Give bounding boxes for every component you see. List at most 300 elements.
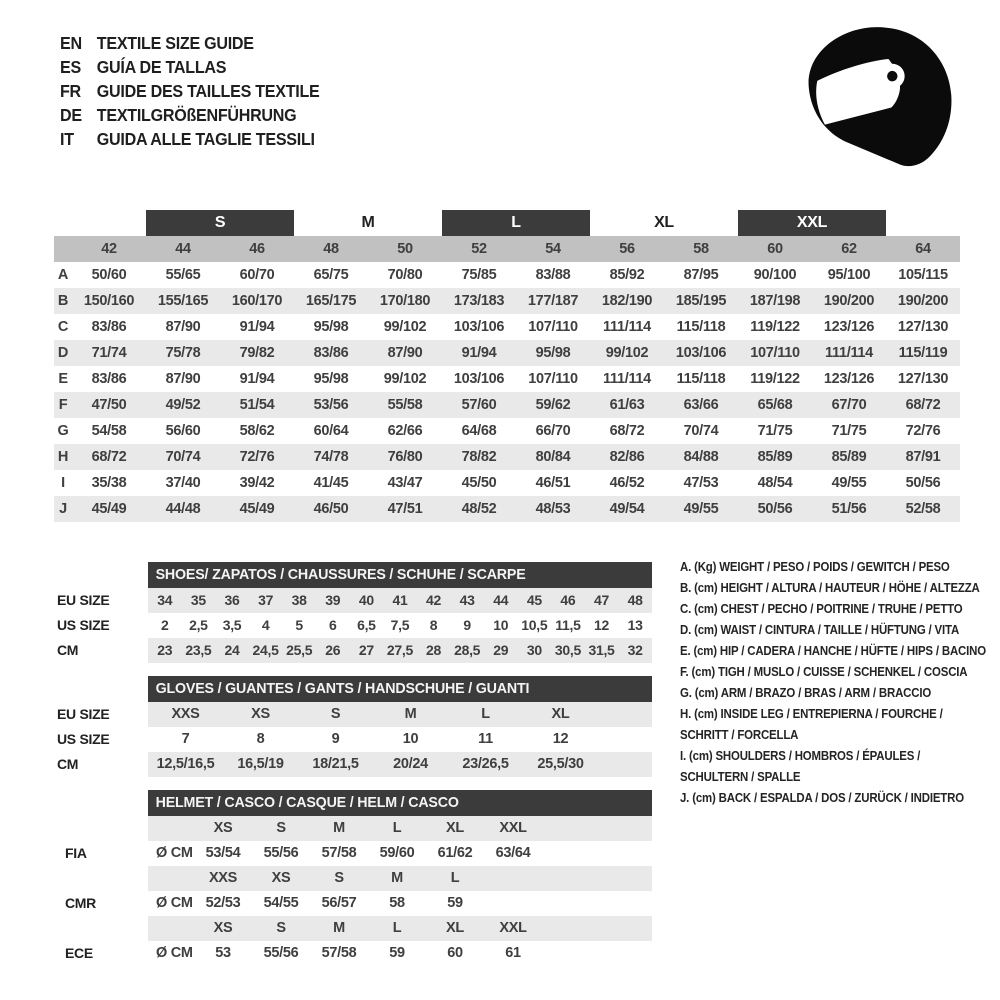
- row-label: I: [61, 475, 65, 491]
- size-cell: 53: [215, 945, 231, 961]
- size-value: 60/70: [239, 267, 275, 283]
- language-title-block: [60, 31, 342, 151]
- size-cell: 25,5/30: [537, 756, 584, 772]
- size-value: 49/55: [831, 475, 867, 491]
- side-label: [55, 816, 148, 841]
- size-cell: 8: [429, 617, 438, 633]
- measure-row-a: [54, 262, 960, 288]
- size-value: 177/187: [527, 293, 579, 309]
- size-value: 50/56: [757, 501, 793, 517]
- size-value: 160/170: [231, 293, 283, 309]
- size-cell: 23: [157, 642, 173, 658]
- size-cell: 37: [258, 592, 274, 608]
- size-column-header: 60: [767, 241, 783, 257]
- side-label: CMR: [65, 895, 96, 911]
- size-value: 44/48: [165, 501, 201, 517]
- row-label: B: [57, 293, 69, 309]
- size-value: 103/106: [675, 345, 727, 361]
- size-value: 46/50: [313, 501, 349, 517]
- size-cell: 55/56: [263, 845, 299, 861]
- size-value: 115/118: [676, 371, 726, 387]
- size-cell: 60: [447, 945, 463, 961]
- size-cell: M: [404, 706, 417, 722]
- row-body: [148, 702, 652, 727]
- size-group-xl: XL: [654, 214, 674, 231]
- size-value: 54/58: [91, 423, 127, 439]
- size-cell: 44: [493, 592, 509, 608]
- size-value: 65/68: [757, 397, 793, 413]
- size-value: 55/58: [387, 397, 423, 413]
- size-cell: XS: [213, 920, 233, 936]
- size-cell: S: [276, 820, 286, 836]
- helmet-table-rows: [55, 816, 652, 966]
- corner-cell: [54, 236, 72, 262]
- language-label: TEXTILE SIZE GUIDE: [96, 33, 254, 53]
- size-value: 68/72: [905, 397, 941, 413]
- size-value: 150/160: [83, 293, 135, 309]
- helmet-table-title: HELMET / CASCO / CASQUE / HELM / CASCO: [155, 794, 459, 811]
- size-cell: M: [391, 870, 403, 886]
- size-cell: XS: [213, 820, 233, 836]
- size-cell: 46: [560, 592, 576, 608]
- language-label: TEXTILGRÖßENFÜHRUNG: [96, 105, 297, 125]
- table-row-eu-size: [55, 702, 652, 727]
- size-value: 78/82: [461, 449, 497, 465]
- size-group-row: [54, 210, 960, 236]
- size-cell: XXS: [171, 706, 200, 722]
- size-cell: 53/54: [205, 845, 241, 861]
- row-label: D: [57, 345, 69, 361]
- size-group-m: M: [361, 214, 375, 231]
- shoes-table-title: SHOES/ ZAPATOS / CHAUSSURES / SCHUHE / SCARPE: [155, 566, 526, 583]
- size-cell: 8: [256, 731, 265, 747]
- size-value: 83/86: [91, 371, 127, 387]
- size-cell: S: [276, 920, 286, 936]
- size-value: 107/110: [528, 319, 578, 335]
- table-row-sizes: [55, 866, 652, 891]
- size-value: 90/100: [753, 267, 797, 283]
- size-cell: 20/24: [393, 756, 428, 772]
- size-value: 111/114: [603, 319, 651, 335]
- size-value: 35/38: [91, 475, 127, 491]
- size-value: 75/78: [165, 345, 201, 361]
- size-value: 65/75: [313, 267, 349, 283]
- size-group-l: L: [442, 210, 590, 236]
- language-code: DE: [60, 105, 82, 125]
- size-cell: 57/58: [321, 945, 357, 961]
- size-cell: M: [333, 920, 345, 936]
- size-cell: 5: [295, 617, 303, 633]
- size-value: 155/165: [157, 293, 209, 309]
- size-cell: 23/26,5: [462, 756, 509, 772]
- size-value: 107/110: [528, 371, 578, 387]
- size-cell: 25,5: [286, 642, 313, 658]
- size-cell: L: [392, 920, 402, 936]
- size-value: 99/102: [383, 319, 427, 335]
- row-body: [148, 588, 652, 613]
- row-label: G: [57, 423, 69, 439]
- size-group-s: S: [146, 210, 294, 236]
- table-row-sizes: [55, 816, 652, 841]
- size-value: 87/90: [165, 371, 201, 387]
- size-value: 64/68: [461, 423, 497, 439]
- size-cell: L: [392, 820, 402, 836]
- size-value: 76/80: [387, 449, 423, 465]
- size-value: 53/56: [313, 397, 349, 413]
- size-cell: 54/55: [263, 895, 299, 911]
- size-value: 45/49: [91, 501, 127, 517]
- size-value: 71/75: [831, 423, 867, 439]
- size-value: 82/86: [609, 449, 645, 465]
- legend-item-i-cont: SCHULTERN / SPALLE: [680, 769, 801, 784]
- size-cell: 34: [157, 592, 173, 608]
- size-cell: 3,5: [222, 617, 242, 633]
- diameter-cell: Ø CM: [156, 895, 193, 911]
- size-value: 182/190: [601, 293, 653, 309]
- size-value: 115/119: [898, 345, 948, 361]
- size-value: 74/78: [313, 449, 349, 465]
- size-cell: 52/53: [205, 895, 241, 911]
- size-value: 75/85: [461, 267, 497, 283]
- size-value: 68/72: [91, 449, 127, 465]
- size-value: 187/198: [749, 293, 801, 309]
- size-cell: 4: [261, 617, 270, 633]
- size-column-header: 64: [915, 241, 931, 257]
- size-cell: 58: [389, 895, 405, 911]
- size-value: 59/62: [535, 397, 571, 413]
- size-value: 70/74: [165, 449, 201, 465]
- legend-item-f: F. (cm) TIGH / MUSLO / CUISSE / SCHENKEL / COSCIA: [680, 664, 968, 679]
- legend-item-e: E. (cm) HIP / CADERA / HANCHE / HÜFTE / HIPS / BACINO: [680, 643, 986, 658]
- language-label: GUIDE DES TAILLES TEXTILE: [96, 81, 320, 101]
- size-value: 85/89: [757, 449, 793, 465]
- size-value: 119/122: [750, 319, 800, 335]
- legend-item-g: G. (cm) ARM / BRAZO / BRAS / ARM / BRACCIO: [680, 685, 932, 700]
- size-value: 115/118: [676, 319, 726, 335]
- size-cell: 27: [358, 642, 374, 658]
- size-cell: 28: [426, 642, 442, 658]
- side-label: US SIZE: [57, 731, 110, 747]
- size-value: 51/56: [831, 501, 867, 517]
- size-column-header: 42: [101, 241, 117, 257]
- row-body: [148, 816, 652, 841]
- size-value: 83/88: [535, 267, 571, 283]
- size-cell: L: [450, 870, 460, 886]
- row-label: F: [58, 397, 68, 413]
- size-value: 37/40: [165, 475, 201, 491]
- size-value: 49/52: [165, 397, 201, 413]
- size-value: 52/58: [905, 501, 941, 517]
- size-value: 111/114: [825, 345, 873, 361]
- diameter-cell: Ø CM: [156, 845, 193, 861]
- size-value: 185/195: [675, 293, 727, 309]
- size-value: 62/66: [387, 423, 423, 439]
- size-cell: 57/58: [321, 845, 357, 861]
- gloves-table-title: GLOVES / GUANTES / GANTS / HANDSCHUHE / GUANTI: [155, 680, 530, 697]
- size-value: 48/52: [461, 501, 497, 517]
- size-cell: 30,5: [554, 642, 581, 658]
- shoes-table: [55, 562, 652, 663]
- row-body: [148, 752, 652, 777]
- size-cell: XS: [251, 706, 270, 722]
- size-value: 99/102: [383, 371, 427, 387]
- group-spacer: [54, 210, 146, 236]
- size-cell: 42: [426, 592, 442, 608]
- size-value: 95/98: [313, 319, 349, 335]
- table-row-cm: [55, 638, 652, 663]
- measure-row-g: [54, 418, 960, 444]
- measurement-legend: [680, 556, 1000, 808]
- size-value: 47/51: [387, 501, 423, 517]
- size-cell: XL: [446, 920, 464, 936]
- size-cell: 6,5: [357, 617, 376, 633]
- size-value: 103/106: [453, 319, 505, 335]
- size-column-header: 52: [471, 241, 487, 257]
- size-column-header: 48: [323, 241, 339, 257]
- size-value: 95/98: [313, 371, 349, 387]
- size-value: 165/175: [305, 293, 357, 309]
- measure-row-h: [54, 444, 960, 470]
- size-cell: 31,5: [588, 642, 615, 658]
- shoes-table-header: [148, 562, 652, 588]
- size-value: 43/47: [387, 475, 423, 491]
- size-value: 60/64: [313, 423, 349, 439]
- helmet-table-header: [148, 790, 652, 816]
- gloves-table-header: [148, 676, 652, 702]
- legend-item-c: C. (cm) CHEST / PECHO / POITRINE / TRUHE / PETTO: [680, 601, 963, 616]
- size-value: 57/60: [461, 397, 497, 413]
- size-value: 49/54: [609, 501, 645, 517]
- size-value: 127/130: [897, 319, 949, 335]
- size-cell: M: [333, 820, 345, 836]
- size-cell: 29: [493, 642, 509, 658]
- racing-helmet-icon: [793, 22, 965, 174]
- size-cell: 9: [331, 731, 340, 747]
- diameter-cell: [148, 866, 194, 891]
- row-body: [148, 916, 652, 941]
- size-cell: 18/21,5: [312, 756, 359, 772]
- size-value: 99/102: [605, 345, 649, 361]
- size-cell: 56/57: [321, 895, 357, 911]
- size-cell: 39: [325, 592, 341, 608]
- language-code: EN: [60, 33, 82, 53]
- language-label: GUÍA DE TALLAS: [96, 57, 227, 77]
- size-value: 105/115: [898, 267, 948, 283]
- size-column-header: 56: [619, 241, 635, 257]
- size-value: 66/70: [535, 423, 571, 439]
- size-cell: 30: [526, 642, 542, 658]
- size-value: 83/86: [91, 319, 127, 335]
- size-value: 87/90: [387, 345, 423, 361]
- size-cell: 32: [627, 642, 643, 658]
- side-label: EU SIZE: [57, 592, 110, 608]
- size-value: 123/126: [823, 319, 875, 335]
- gloves-table: [55, 676, 652, 777]
- legend-item-j: J. (cm) BACK / ESPALDA / DOS / ZURÜCK / INDIETRO: [680, 790, 964, 805]
- row-label: J: [59, 501, 67, 517]
- size-cell: 27,5: [386, 642, 413, 658]
- size-value: 87/90: [165, 319, 201, 335]
- size-value: 51/54: [239, 397, 275, 413]
- size-cell: 61: [505, 945, 521, 961]
- shoes-table-rows: [55, 588, 652, 663]
- size-cell: 59: [447, 895, 463, 911]
- size-value: 87/95: [683, 267, 719, 283]
- size-value: 85/92: [609, 267, 645, 283]
- size-value: 67/70: [831, 397, 867, 413]
- size-cell: S: [330, 706, 341, 722]
- diameter-cell: [148, 916, 194, 941]
- row-body: [148, 891, 652, 916]
- table-row-ece: [55, 941, 652, 966]
- size-cell: 38: [291, 592, 307, 608]
- size-value: 71/75: [757, 423, 793, 439]
- row-label: H: [57, 449, 69, 465]
- diameter-cell: [148, 816, 194, 841]
- size-cell: XXS: [208, 870, 238, 886]
- size-cell: 11: [478, 731, 493, 747]
- size-value: 47/53: [683, 475, 719, 491]
- table-row-us-size: [55, 727, 652, 752]
- size-value: 41/45: [313, 475, 349, 491]
- size-cell: 23,5: [185, 642, 212, 658]
- size-cell: 12: [594, 617, 609, 633]
- table-row-sizes: [55, 916, 652, 941]
- size-cell: 35: [190, 592, 206, 608]
- size-value: 85/89: [831, 449, 867, 465]
- size-value: 91/94: [239, 371, 275, 387]
- size-value: 123/126: [823, 371, 875, 387]
- size-cell: 24,5: [252, 642, 279, 658]
- size-value: 68/72: [609, 423, 645, 439]
- size-cell: XXL: [499, 820, 527, 836]
- size-cell: 55/56: [263, 945, 299, 961]
- table-row-us-size: [55, 613, 652, 638]
- size-cell: 61/62: [437, 845, 473, 861]
- size-value: 46/52: [609, 475, 645, 491]
- size-column-header: 46: [249, 241, 265, 257]
- size-value: 79/82: [239, 345, 275, 361]
- language-code: IT: [60, 129, 74, 149]
- legend-item-h-cont: SCHRITT / FORCELLA: [680, 727, 799, 742]
- size-number-row: [54, 236, 960, 262]
- size-column-header: 58: [693, 241, 709, 257]
- size-value: 63/66: [683, 397, 719, 413]
- size-cell: 63/64: [495, 845, 531, 861]
- size-cell: 11,5: [555, 617, 581, 633]
- language-row-es: [60, 55, 319, 79]
- size-value: 103/106: [453, 371, 505, 387]
- size-value: 50/56: [905, 475, 941, 491]
- table-row-cmr: [55, 891, 652, 916]
- size-cell: 12: [552, 731, 569, 747]
- language-label: GUIDA ALLE TAGLIE TESSILI: [96, 129, 315, 149]
- size-cell: 28,5: [454, 642, 481, 658]
- language-row-it: [60, 127, 319, 151]
- size-value: 84/88: [683, 449, 719, 465]
- size-cell: 9: [463, 617, 471, 633]
- size-cell: 41: [392, 592, 408, 608]
- size-cell: 40: [358, 592, 374, 608]
- measure-row-e: [54, 366, 960, 392]
- row-body: [148, 866, 652, 891]
- table-row-eu-size: [55, 588, 652, 613]
- size-cell: XXL: [499, 920, 527, 936]
- legend-item-i: I. (cm) SHOULDERS / HOMBROS / ÉPAULES /: [680, 748, 921, 763]
- helmet-table: [55, 790, 652, 966]
- group-spacer: [886, 210, 960, 236]
- size-column-header: 50: [397, 241, 413, 257]
- legend-item-d: D. (cm) WAIST / CINTURA / TAILLE / HÜFTUNG / VITA: [680, 622, 960, 637]
- size-value: 91/94: [239, 319, 275, 335]
- language-row-de: [60, 103, 319, 127]
- language-row-en: [60, 31, 319, 55]
- size-cell: 10: [493, 617, 509, 633]
- size-cell: 43: [459, 592, 475, 608]
- size-value: 107/110: [750, 345, 800, 361]
- table-row-fia: [55, 841, 652, 866]
- size-cell: 48: [627, 592, 643, 608]
- size-cell: [484, 866, 542, 891]
- legend-item-h: H. (cm) INSIDE LEG / ENTREPIERNA / FOURCHE /: [680, 706, 943, 721]
- size-value: 45/50: [461, 475, 497, 491]
- size-value: 170/180: [379, 293, 431, 309]
- main-size-table: [54, 210, 960, 522]
- measure-row-b: [54, 288, 960, 314]
- measure-row-d: [54, 340, 960, 366]
- size-value: 83/86: [313, 345, 349, 361]
- table-row-cm: [55, 752, 652, 777]
- size-cell: 59: [389, 945, 405, 961]
- size-value: 50/60: [91, 267, 127, 283]
- size-value: 119/122: [750, 371, 800, 387]
- size-group-xxl: XXL: [738, 210, 886, 236]
- size-value: 47/50: [91, 397, 127, 413]
- row-body: [148, 941, 652, 966]
- size-cell: 6: [329, 617, 337, 633]
- size-cell: 47: [594, 592, 609, 608]
- size-value: 49/55: [683, 501, 719, 517]
- size-cell: 24: [224, 642, 240, 658]
- size-value: 48/53: [535, 501, 571, 517]
- size-cell: XL: [446, 820, 464, 836]
- size-cell: 26: [325, 642, 341, 658]
- size-value: 80/84: [535, 449, 571, 465]
- size-value: 46/51: [535, 475, 571, 491]
- row-label: A: [57, 267, 69, 283]
- size-value: 48/54: [757, 475, 793, 491]
- language-code: FR: [60, 81, 81, 101]
- size-cell: 45: [526, 592, 542, 608]
- row-body: [148, 727, 652, 752]
- size-value: 190/200: [823, 293, 875, 309]
- size-value: 72/76: [239, 449, 275, 465]
- size-value: 70/80: [387, 267, 423, 283]
- size-cell: XS: [271, 870, 291, 886]
- size-cell: [484, 891, 542, 916]
- size-cell: 10: [402, 731, 419, 747]
- size-cell: 7,5: [390, 617, 410, 633]
- size-value: 95/98: [535, 345, 571, 361]
- size-cell: 2,5: [189, 617, 208, 633]
- size-value: 61/63: [609, 397, 645, 413]
- side-label: US SIZE: [57, 617, 110, 633]
- size-value: 91/94: [461, 345, 497, 361]
- side-label: [55, 916, 148, 941]
- measure-row-c: [54, 314, 960, 340]
- size-cell: 36: [224, 592, 240, 608]
- size-value: 58/62: [239, 423, 275, 439]
